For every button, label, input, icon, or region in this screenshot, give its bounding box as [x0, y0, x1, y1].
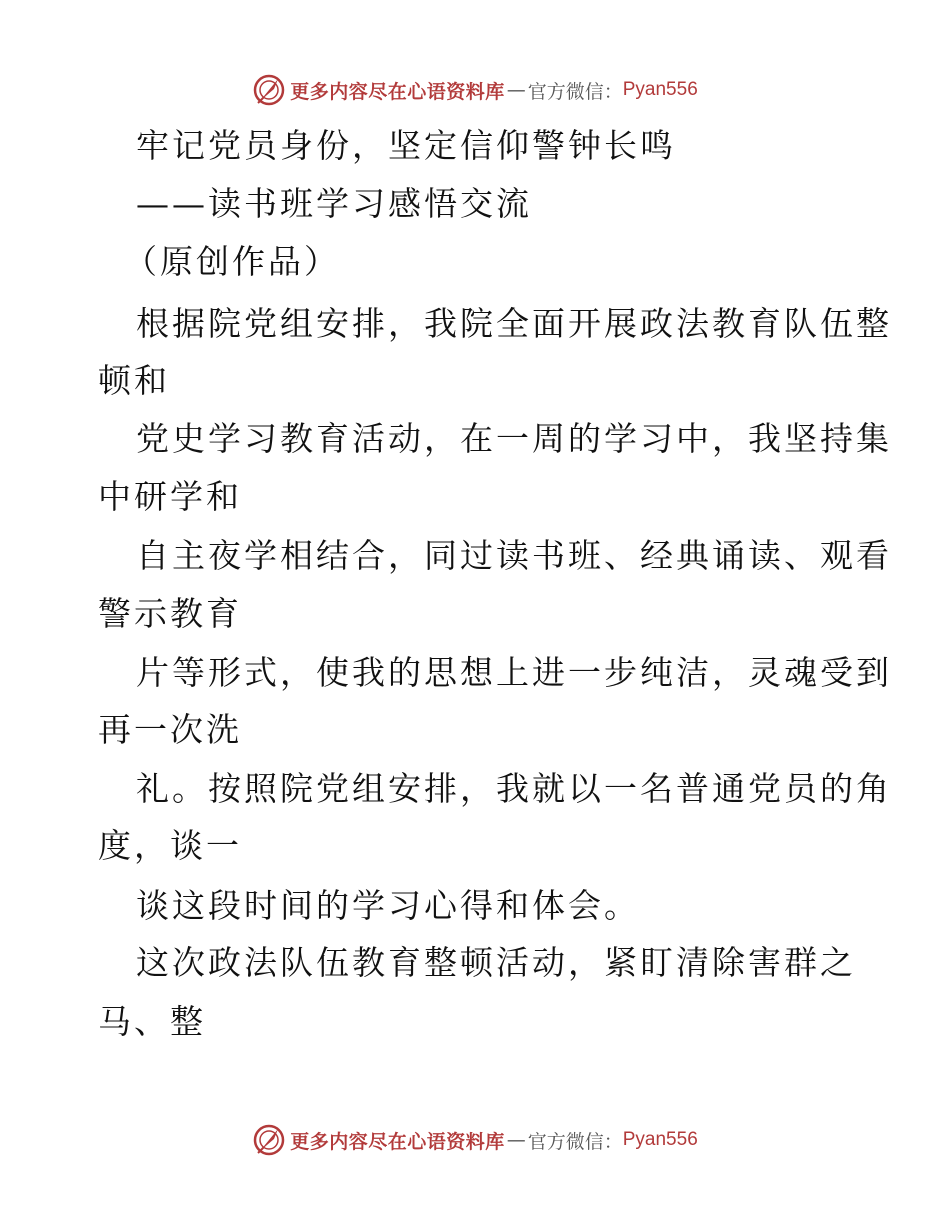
paragraph-line: 片等形式，使我的思想上进一步纯洁，灵魂受到 — [136, 653, 892, 692]
paragraph-line: 谈这段时间的学习心得和体会。 — [136, 886, 640, 925]
paragraph-line: 礼。按照院党组安排，我就以一名普通党员的角 — [136, 769, 892, 808]
paragraph-line: 根据院党组安排，我院全面开展政法教育队伍整 — [136, 304, 892, 343]
paragraph-line: 再一次洗 — [98, 710, 242, 749]
quill-logo-icon — [252, 1123, 286, 1157]
footer-handle: Pyan556 — [622, 1129, 698, 1150]
quill-logo-icon — [252, 73, 286, 107]
header-banner — [0, 70, 950, 110]
paragraph-line: 党史学习教育活动，在一周的学习中，我坚持集 — [136, 419, 892, 458]
footer-official-label: 官方微信： — [527, 1130, 623, 1153]
paragraph-line: 度，谈一 — [98, 826, 242, 865]
paragraph-line: 这次政法队伍教育整顿活动，紧盯清除害群之 — [136, 943, 856, 982]
paragraph-line: 警示教育 — [98, 594, 242, 633]
document-subtitle: ——读书班学习感悟交流 — [136, 184, 532, 223]
footer-separator: — — [506, 1129, 526, 1151]
header-handle: Pyan556 — [622, 79, 698, 100]
paragraph-line: 马、整 — [98, 1002, 206, 1041]
footer-banner — [0, 1120, 950, 1160]
paragraph-line: 中研学和 — [98, 477, 242, 516]
header-brand: 更多内容尽在心语资料库 — [290, 80, 505, 103]
paragraph-line: 自主夜学相结合，同过读书班、经典诵读、观看 — [136, 536, 892, 575]
footer-brand: 更多内容尽在心语资料库 — [290, 1130, 505, 1153]
document-note: （原创作品） — [124, 242, 340, 281]
document-title: 牢记党员身份，坚定信仰警钟长鸣 — [136, 126, 676, 165]
header-separator: — — [506, 79, 526, 101]
header-official-label: 官方微信： — [527, 80, 623, 103]
paragraph-line: 顿和 — [98, 361, 170, 400]
